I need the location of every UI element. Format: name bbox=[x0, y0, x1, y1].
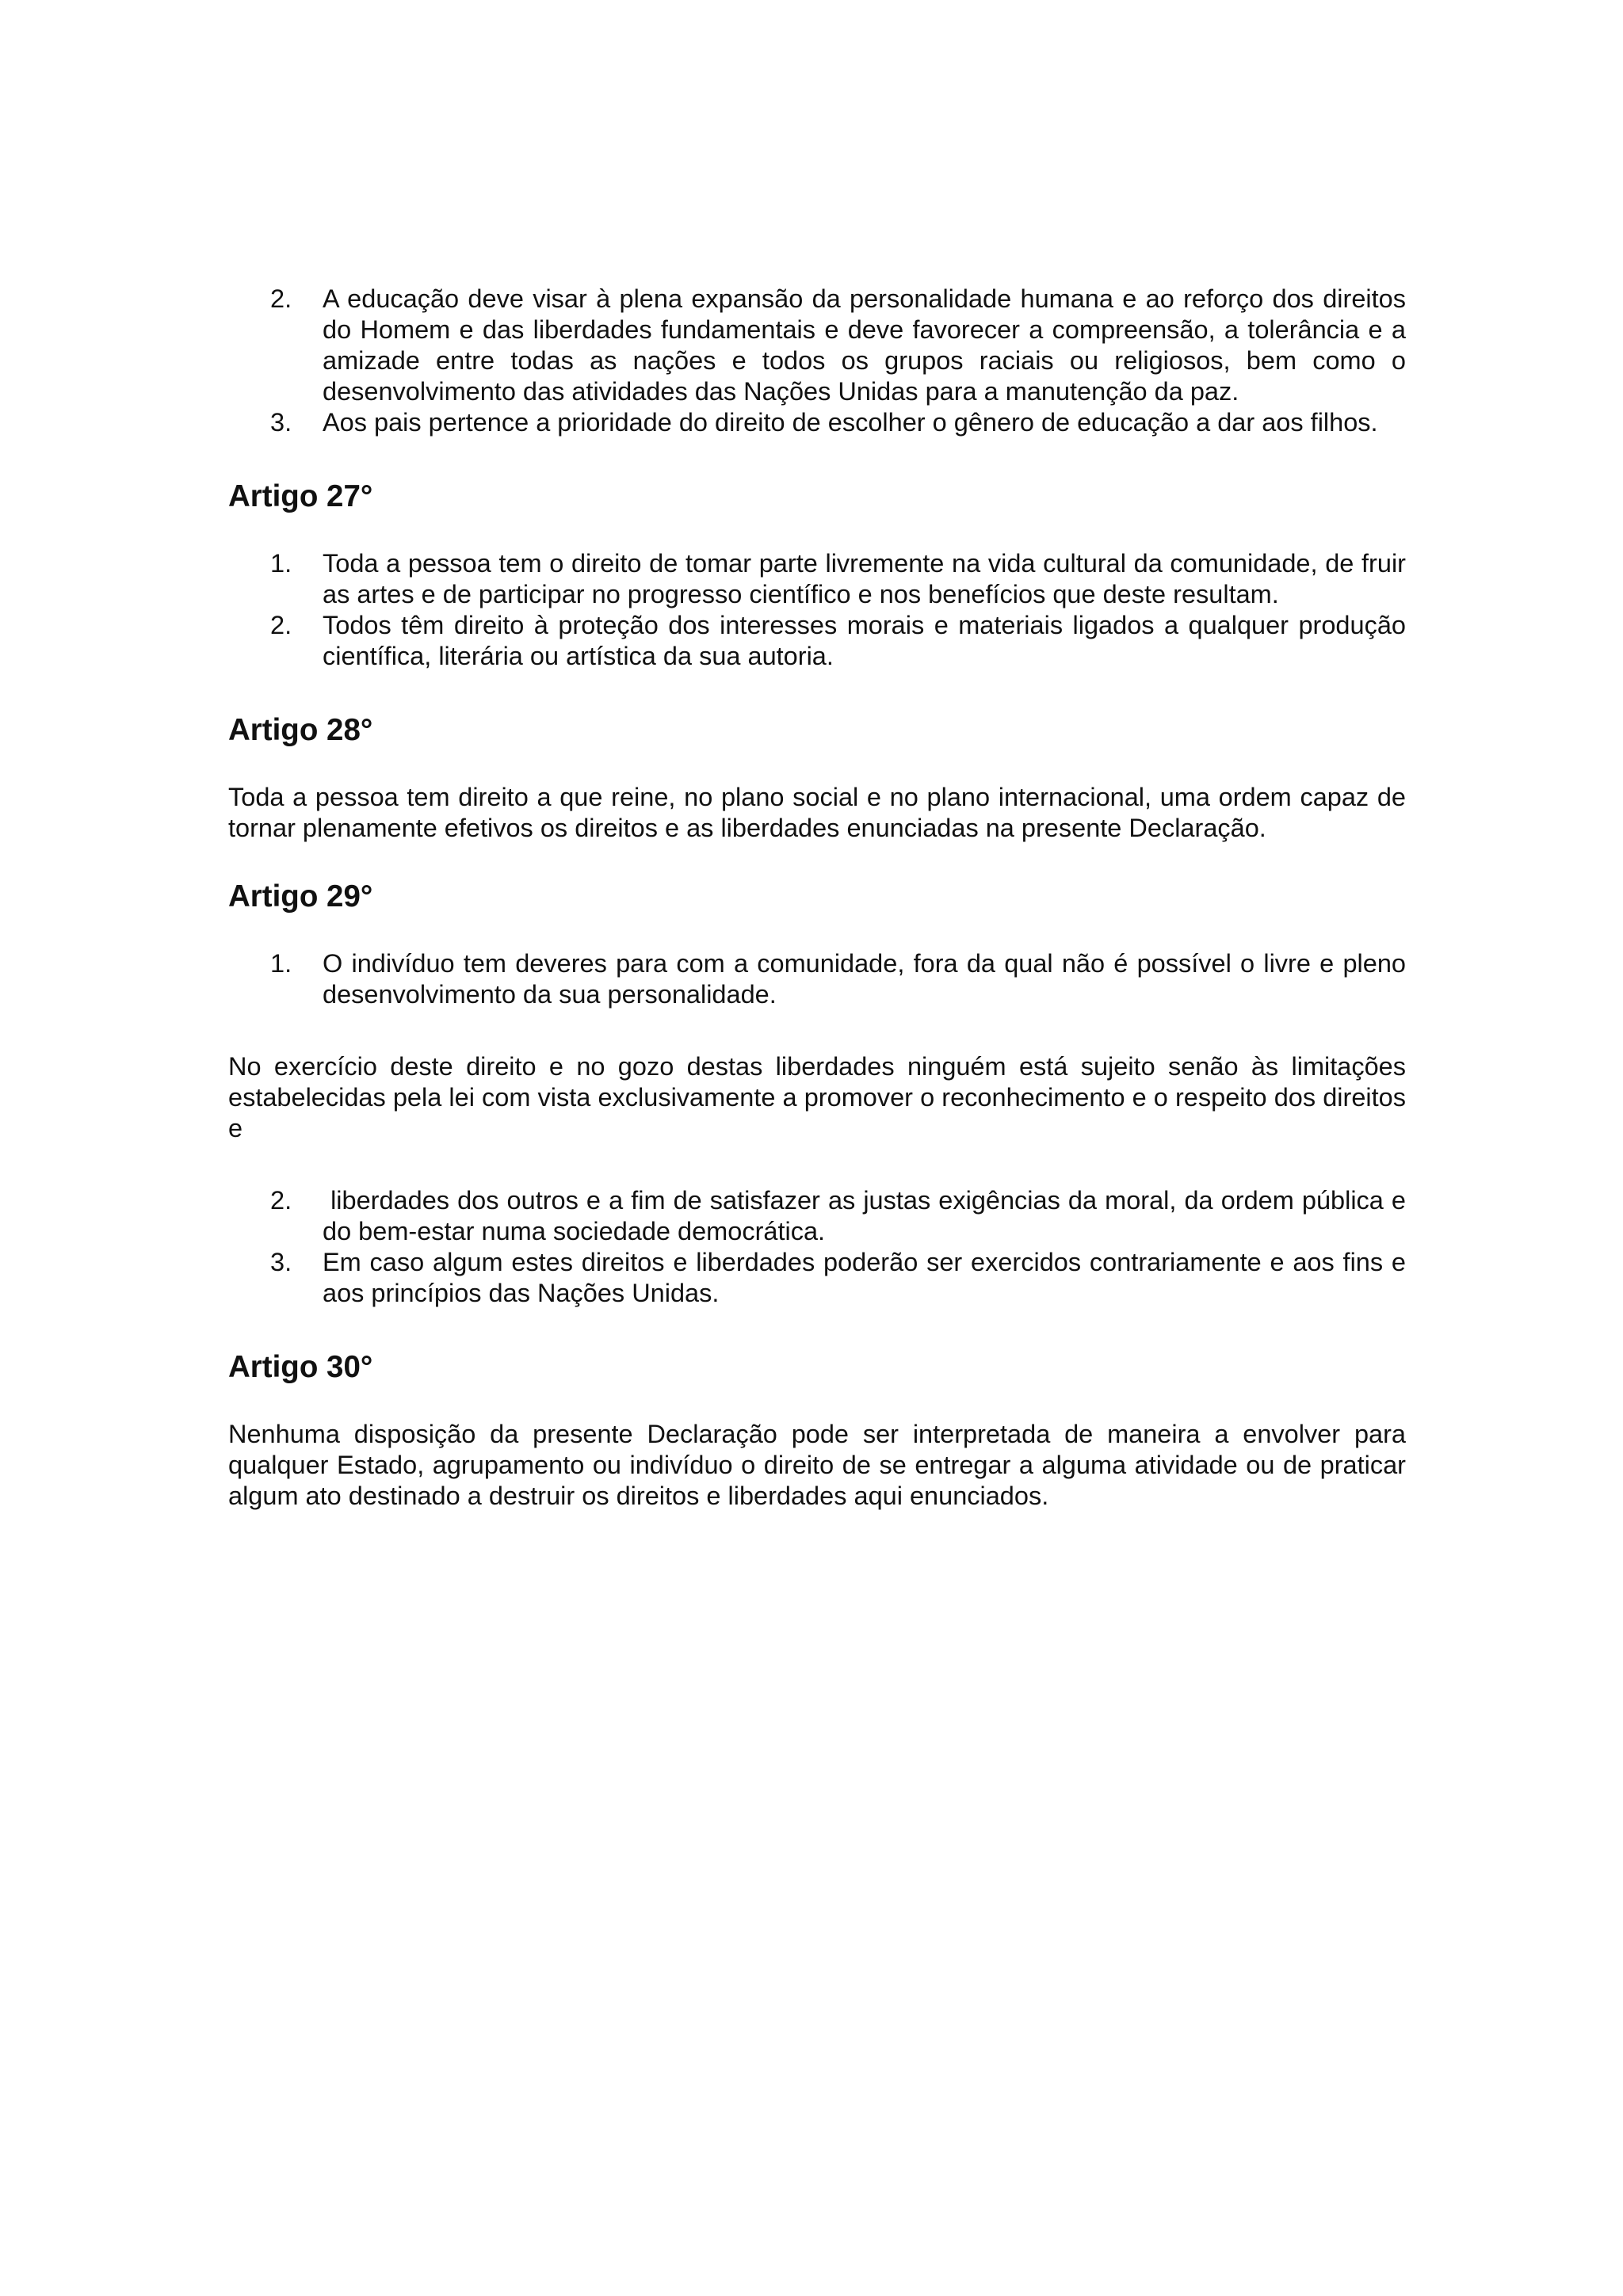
list-item-number: 3. bbox=[270, 1248, 292, 1276]
list-item bbox=[228, 407, 1406, 438]
article-27-heading: Artigo 27° bbox=[228, 479, 373, 513]
list-item-number: 2. bbox=[270, 611, 292, 639]
list-item-number: 2. bbox=[270, 284, 292, 313]
article-29-list-a bbox=[228, 948, 1406, 1010]
article-29-paragraph: No exercício deste direito e no gozo destas liberdades ninguém está sujeito senão às limitações estabelecidas pela lei com vista exclusivamente a promover o reconhecimento e o respeito dos direitos e bbox=[228, 1052, 1406, 1142]
list-item-number: 1. bbox=[270, 949, 292, 978]
list-item-text: O indivíduo tem deveres para com a comunidade, fora da qual não é possível o livre e pleno desenvolvimento da sua personalidade. bbox=[323, 949, 1406, 1009]
article-30-paragraph: Nenhuma disposição da presente Declaração pode ser interpretada de maneira a envolver para qualquer Estado, agrupamento ou indivíduo o direito de se entregar a alguma atividade ou de praticar algum ato destinado a destruir os direitos e liberdades aqui enunciados. bbox=[228, 1420, 1406, 1510]
list-item bbox=[228, 548, 1406, 610]
list-item bbox=[228, 1247, 1406, 1309]
education-list bbox=[228, 284, 1406, 438]
list-item-text: Em caso algum estes direitos e liberdades poderão ser exercidos contrariamente e aos fins e aos princípios das Nações Unidas. bbox=[323, 1248, 1406, 1307]
article-27-list bbox=[228, 548, 1406, 672]
list-item-text: Toda a pessoa tem o direito de tomar parte livremente na vida cultural da comunidade, de fruir as artes e de participar no progresso científico e nos benefícios que deste resultam. bbox=[323, 549, 1406, 608]
list-item-number: 3. bbox=[270, 408, 292, 437]
article-28-paragraph: Toda a pessoa tem direito a que reine, no plano social e no plano internacional, uma ordem capaz de tornar plenamente efetivos os direitos e as liberdades enunciadas na presente Declaração. bbox=[228, 783, 1406, 842]
list-item-text: Todos têm direito à proteção dos interesses morais e materiais ligados a qualquer produção científica, literária ou artística da sua autoria. bbox=[323, 611, 1406, 670]
list-item bbox=[228, 1185, 1414, 1247]
article-29-heading: Artigo 29° bbox=[228, 879, 373, 913]
page-content bbox=[228, 284, 1414, 1512]
list-item bbox=[228, 284, 1406, 407]
list-item bbox=[228, 610, 1406, 672]
article-29-list-b bbox=[228, 1185, 1414, 1309]
list-item-text: A educação deve visar à plena expansão da personalidade humana e ao reforço dos direitos do Homem e das liberdades fundamentais e deve favorecer a compreensão, a tolerância e a amizade entre todas as nações e todos os grupos raciais ou religiosos, bem como o desenvolvimento das atividades das Nações Unidas para a manutenção da paz. bbox=[323, 284, 1406, 406]
article-30-heading: Artigo 30° bbox=[228, 1350, 373, 1384]
list-item-text: liberdades dos outros e a fim de satisfazer as justas exigências da moral, da ordem pública e do bem-estar numa sociedade democrática. bbox=[323, 1186, 1414, 1245]
article-28-heading: Artigo 28° bbox=[228, 713, 373, 747]
list-item-number: 2. bbox=[270, 1186, 292, 1215]
list-item-number: 1. bbox=[270, 549, 292, 578]
list-item-text: Aos pais pertence a prioridade do direito de escolher o gênero de educação a dar aos filhos. bbox=[323, 408, 1378, 437]
list-item bbox=[228, 948, 1406, 1010]
